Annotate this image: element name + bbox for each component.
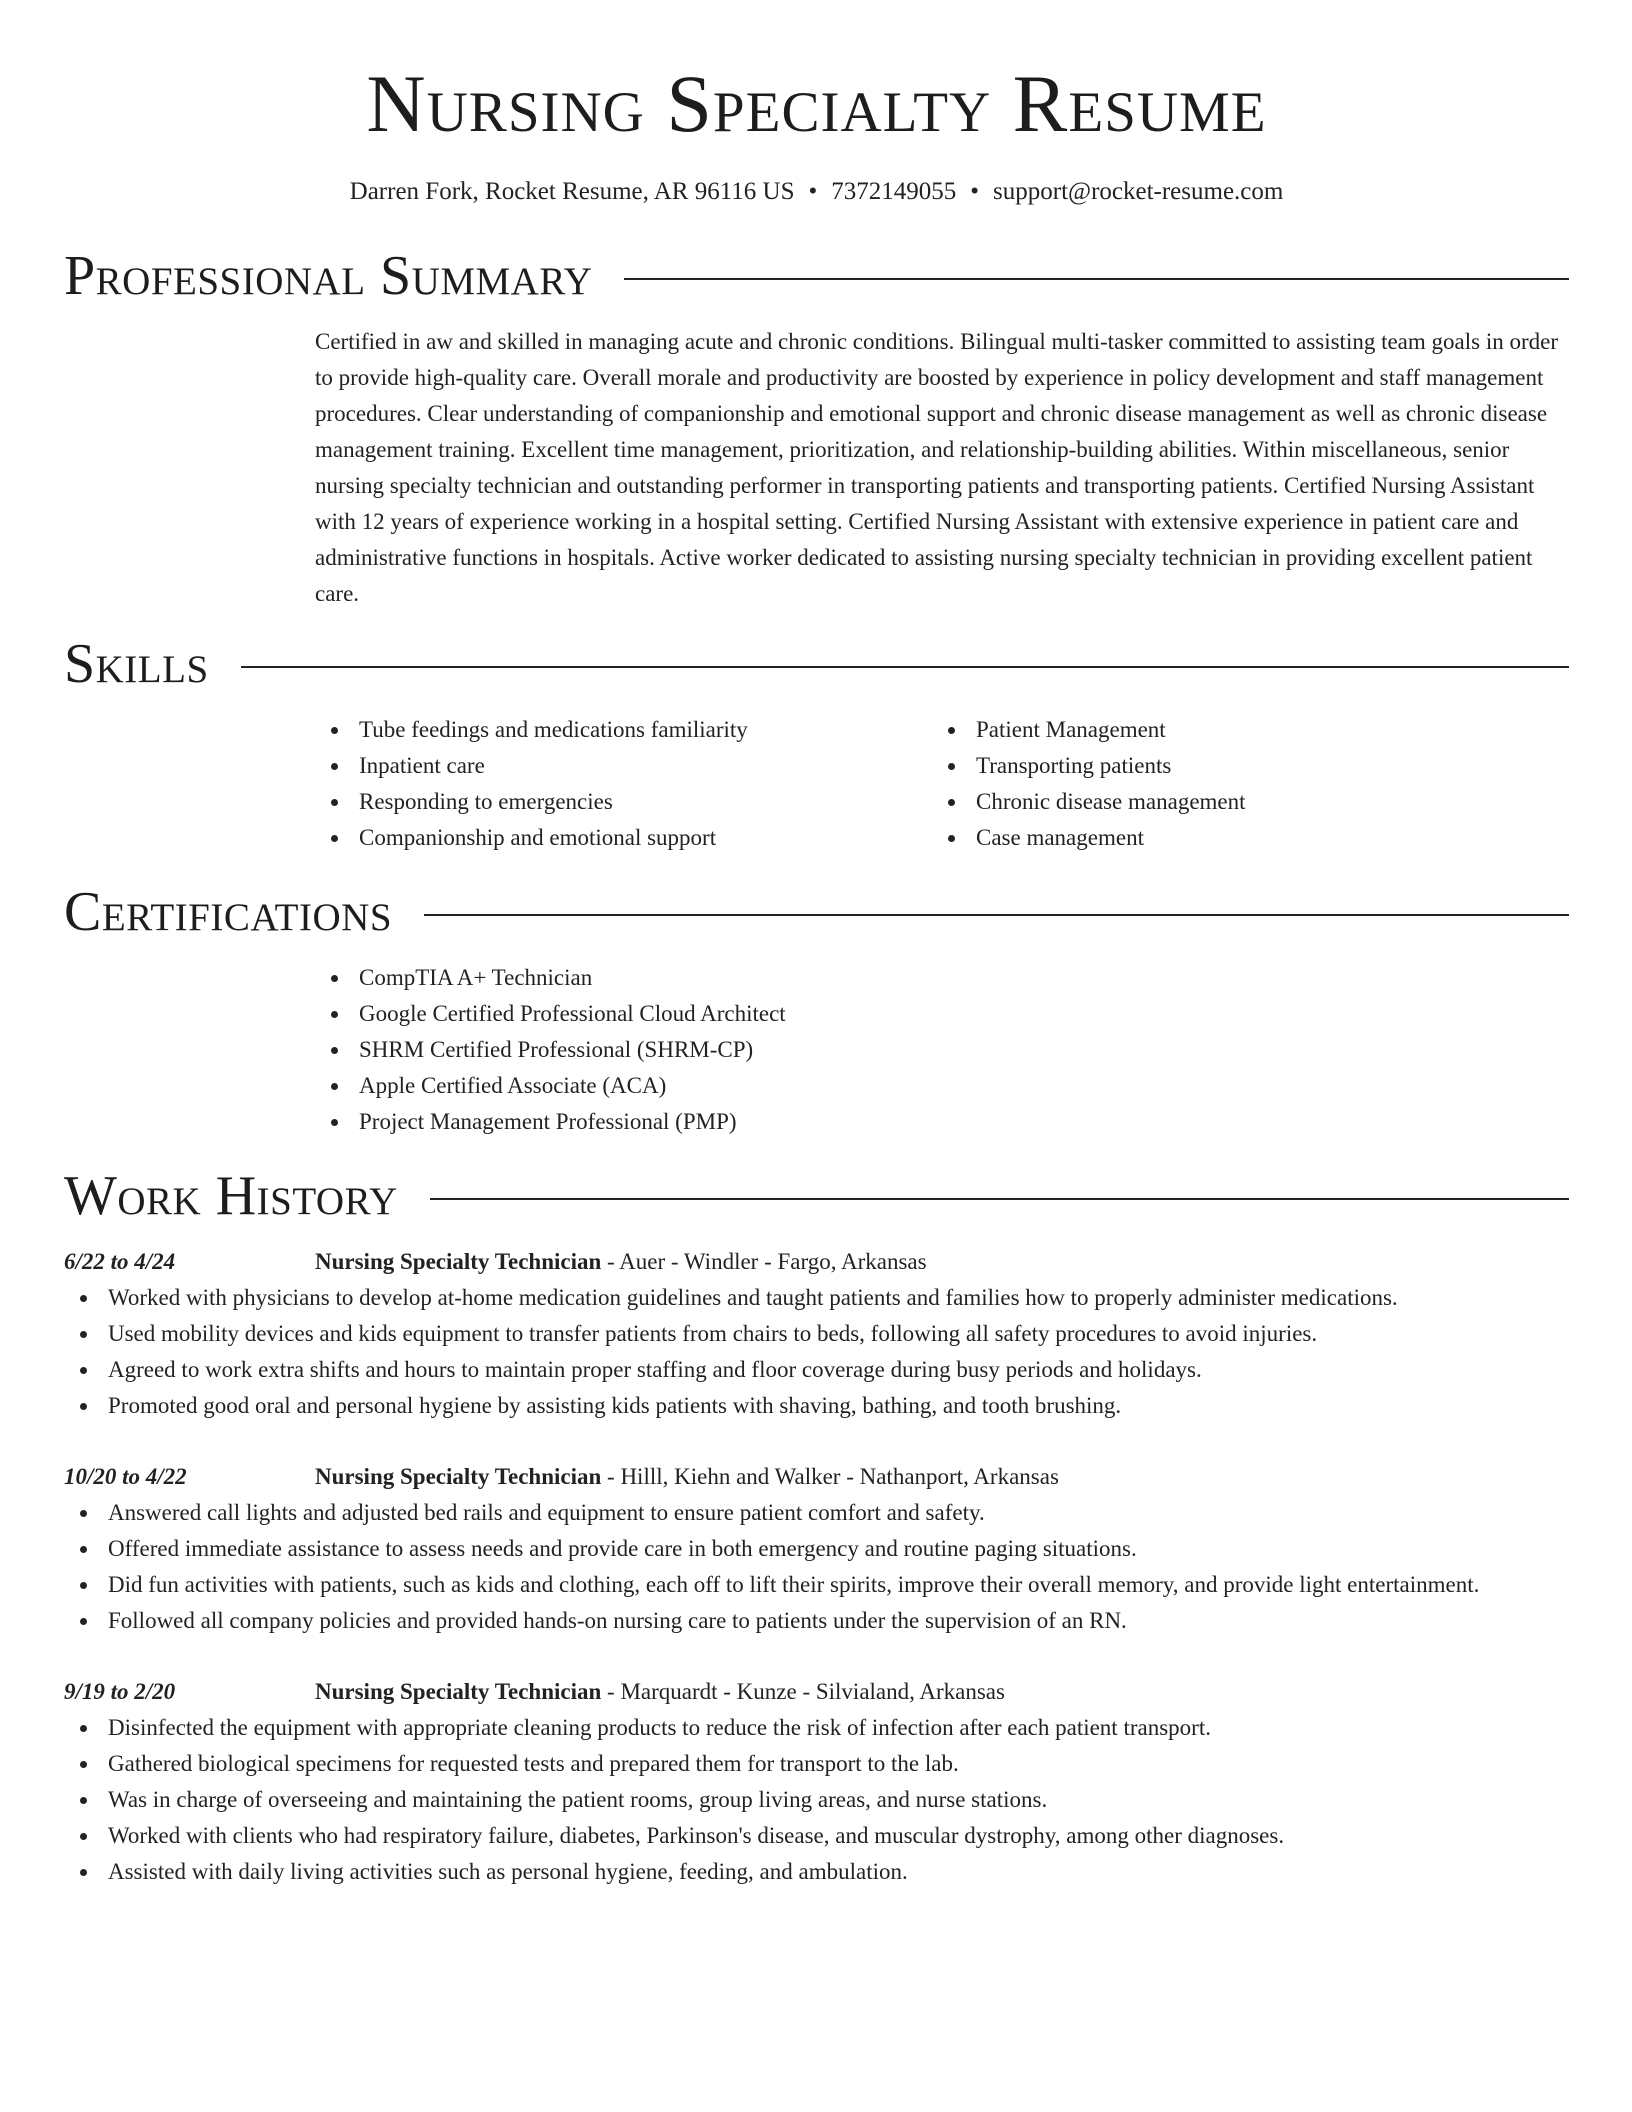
skill-item: Transporting patients <box>932 748 1549 784</box>
job-heading <box>315 1674 1005 1710</box>
contact-separator: • <box>808 178 818 205</box>
skill-item: Inpatient care <box>315 748 932 784</box>
skill-item: Companionship and emotional support <box>315 820 932 856</box>
job-entry <box>64 1244 1569 1424</box>
job-employer: - Hilll, Kiehn and Walker - Nathanport, Arkansas <box>601 1464 1059 1489</box>
job-duty: Promoted good oral and personal hygiene by assisting kids patients with shaving, bathing, and tooth brushing. <box>64 1388 1569 1424</box>
job-duty: Agreed to work extra shifts and hours to maintain proper staffing and floor coverage during busy periods and holidays. <box>64 1352 1569 1388</box>
section-divider <box>624 278 1569 280</box>
skill-item: Tube feedings and medications familiarity <box>315 712 932 748</box>
certifications-content <box>315 960 1569 1140</box>
job-duties-list <box>64 1710 1569 1890</box>
summary-section <box>64 244 1569 612</box>
skill-item: Case management <box>932 820 1549 856</box>
certifications-heading: Certifications <box>64 881 393 943</box>
work-history-section <box>64 1164 1569 1890</box>
job-entry <box>64 1674 1569 1890</box>
job-dates: 10/20 to 4/22 <box>64 1464 187 1489</box>
job-duty: Did fun activities with patients, such as kids and clothing, each off to lift their spirits, improve their overall memory, and provide light entertainment. <box>64 1567 1569 1603</box>
job-role: Nursing Specialty Technician <box>315 1464 602 1489</box>
skills-list-left <box>315 712 932 856</box>
section-divider <box>241 666 1569 668</box>
job-header <box>64 1674 1569 1710</box>
summary-content <box>315 324 1569 612</box>
skills-header <box>64 632 1569 696</box>
contact-address: Darren Fork, Rocket Resume, AR 96116 US <box>349 178 795 205</box>
job-role: Nursing Specialty Technician <box>315 1249 602 1274</box>
skills-list-right <box>932 712 1549 856</box>
contact-phone: 7372149055 <box>831 178 957 205</box>
certifications-section <box>64 880 1569 1140</box>
skills-column-left <box>315 712 932 856</box>
job-duty: Answered call lights and adjusted bed rails and equipment to ensure patient comfort and safety. <box>64 1495 1569 1531</box>
job-dates: 6/22 to 4/24 <box>64 1249 176 1274</box>
job-duty: Was in charge of overseeing and maintaining the patient rooms, group living areas, and nurse stations. <box>64 1782 1569 1818</box>
section-divider <box>424 914 1569 916</box>
section-divider <box>430 1198 1569 1200</box>
resume-title: Nursing Specialty Resume <box>366 58 1267 149</box>
resume-page <box>64 0 1569 2112</box>
contact-email: support@rocket-resume.com <box>993 178 1284 205</box>
skills-heading: Skills <box>64 633 209 695</box>
skills-grid <box>315 712 1569 856</box>
job-duty: Followed all company policies and provided hands-on nursing care to patients under the supervision of an RN. <box>64 1603 1569 1639</box>
job-duties-list <box>64 1495 1569 1639</box>
job-header <box>64 1459 1569 1495</box>
skill-item: Chronic disease management <box>932 784 1549 820</box>
job-employer: - Auer - Windler - Fargo, Arkansas <box>601 1249 927 1274</box>
certification-item: Apple Certified Associate (ACA) <box>315 1068 1569 1104</box>
certification-item: CompTIA A+ Technician <box>315 960 1569 996</box>
job-duty: Gathered biological specimens for requested tests and prepared them for transport to the lab. <box>64 1746 1569 1782</box>
skill-item: Responding to emergencies <box>315 784 932 820</box>
contact-line <box>64 176 1569 208</box>
job-duty: Used mobility devices and kids equipment to transfer patients from chairs to beds, following all safety procedures to avoid injuries. <box>64 1316 1569 1352</box>
skills-section <box>64 632 1569 856</box>
skill-item: Patient Management <box>932 712 1549 748</box>
job-role: Nursing Specialty Technician <box>315 1679 602 1704</box>
work-history-heading: Work History <box>64 1165 398 1227</box>
certification-item: Project Management Professional (PMP) <box>315 1104 1569 1140</box>
summary-text: Certified in aw and skilled in managing acute and chronic conditions. Bilingual multi-tasker committed to assisting team goals in order to provide high-quality care. Overall morale and productivity are boosted by experience in policy development and staff management procedures. Clear understanding of companionship and emotional support and chronic disease management as well as chronic disease management training. Excellent time management, prioritization, and relationship-building abilities. Within miscellaneous, senior nursing specialty technician and outstanding performer in transporting patients and transporting patients. Certified Nursing Assistant with 12 years of experience working in a hospital setting. Certified Nursing Assistant with extensive experience in patient care and administrative functions in hospitals. Active worker dedicated to assisting nursing specialty technician in providing excellent patient care. <box>315 329 1558 606</box>
job-header <box>64 1244 1569 1280</box>
job-heading <box>315 1244 927 1280</box>
job-employer: - Marquardt - Kunze - Silvialand, Arkansas <box>601 1679 1005 1704</box>
job-heading <box>315 1459 1059 1495</box>
skills-column-right <box>932 712 1549 856</box>
job-dates: 9/19 to 2/20 <box>64 1679 176 1704</box>
job-duty: Offered immediate assistance to assess needs and provide care in both emergency and routine paging situations. <box>64 1531 1569 1567</box>
certifications-list <box>315 960 1569 1140</box>
job-duty: Assisted with daily living activities such as personal hygiene, feeding, and ambulation. <box>64 1854 1569 1890</box>
work-history-header <box>64 1164 1569 1228</box>
certifications-header <box>64 880 1569 944</box>
job-entry <box>64 1459 1569 1639</box>
job-duty: Worked with physicians to develop at-home medication guidelines and taught patients and families how to properly administer medications. <box>64 1280 1569 1316</box>
job-duty: Worked with clients who had respiratory failure, diabetes, Parkinson's disease, and muscular dystrophy, among other diagnoses. <box>64 1818 1569 1854</box>
contact-separator: • <box>970 178 980 205</box>
summary-header <box>64 244 1569 308</box>
certification-item: Google Certified Professional Cloud Architect <box>315 996 1569 1032</box>
job-duty: Disinfected the equipment with appropriate cleaning products to reduce the risk of infection after each patient transport. <box>64 1710 1569 1746</box>
job-duties-list <box>64 1280 1569 1424</box>
certification-item: SHRM Certified Professional (SHRM-CP) <box>315 1032 1569 1068</box>
summary-heading: Professional Summary <box>64 245 593 307</box>
